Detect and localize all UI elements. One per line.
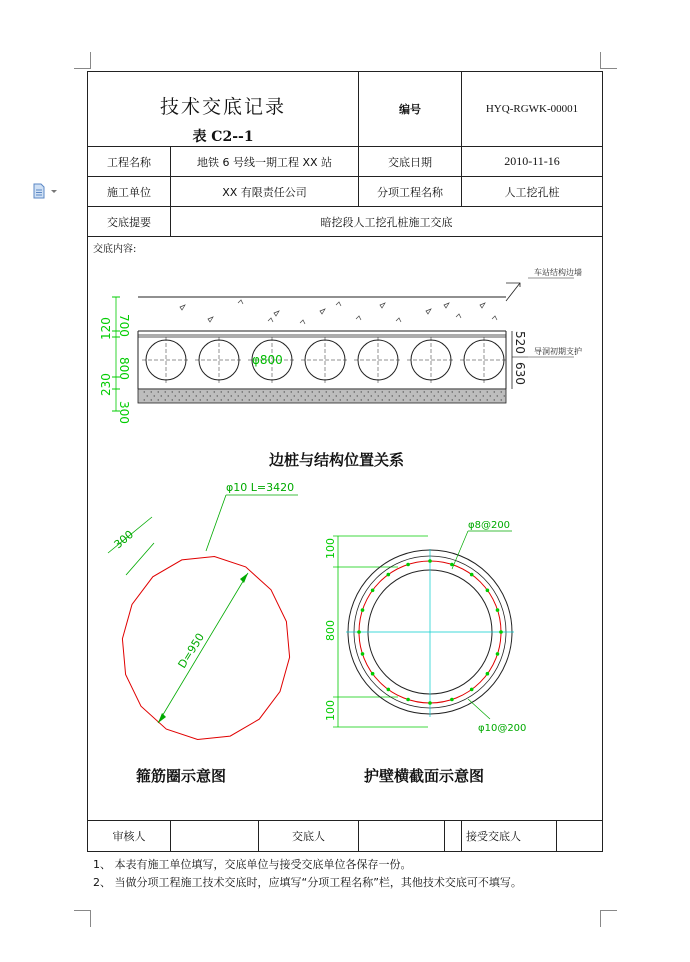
diagram1-caption: 边桩与结构位置关系 xyxy=(269,451,405,469)
left-dimensions xyxy=(99,297,131,424)
crop-mark-top-right xyxy=(600,52,617,69)
rebar-dot xyxy=(428,559,432,563)
dim-left-700: 700 xyxy=(117,314,131,337)
rebar-dot xyxy=(496,652,500,656)
summary-value[interactable]: 暗挖段人工挖孔桩施工交底 xyxy=(171,207,603,237)
label-initial-support: 导洞初期支护 xyxy=(534,347,582,356)
bottom-bar-label: φ10@200 xyxy=(478,723,527,734)
label-station-wall: 车站结构边墙 xyxy=(534,268,582,277)
retaining-wall-diagram xyxy=(318,520,578,751)
spacer-cell xyxy=(445,821,462,852)
rebar-dot xyxy=(486,672,490,676)
crop-mark-top-left xyxy=(74,52,91,69)
rebar-dot xyxy=(371,589,375,593)
rebar-dot xyxy=(486,589,490,593)
note-2: 2、 当做分项工程施工技术交底时，应填写“分项工程名称”栏，其他技术交底可不填写。 xyxy=(93,876,522,889)
dim-right-520: 520 xyxy=(513,331,527,354)
pile-circle xyxy=(354,337,402,385)
diagram2-caption: 箍筋圈示意图 xyxy=(136,767,227,785)
pile-circle xyxy=(301,337,349,385)
section-dimensions xyxy=(324,536,428,727)
sub-project-label: 分项工程名称 xyxy=(359,177,462,207)
dim-top-100: 100 xyxy=(324,538,337,559)
pile-circle xyxy=(407,337,455,385)
rebar-dot xyxy=(361,652,365,656)
discloser-value[interactable] xyxy=(359,821,445,852)
rebar-dot xyxy=(496,608,500,612)
receiver-label: 接受交底人 xyxy=(466,830,521,843)
reviewer-value[interactable] xyxy=(171,821,259,852)
soil-zone xyxy=(138,297,506,331)
rebar-dot xyxy=(450,698,454,702)
rebar-dot xyxy=(361,608,365,612)
pile-circle xyxy=(195,337,243,385)
right-dimensions xyxy=(506,267,582,389)
code-label: 编号 xyxy=(359,72,462,147)
code-value[interactable]: HYQ-RGWK-00001 xyxy=(462,72,603,147)
contractor-label: 施工单位 xyxy=(88,177,171,207)
content-cell[interactable] xyxy=(88,237,603,821)
crop-mark-bottom-right xyxy=(600,910,617,927)
sub-project-value[interactable]: 人工挖孔桩 xyxy=(462,177,603,207)
base-layer xyxy=(138,389,506,403)
title-cell xyxy=(88,72,359,147)
rebar-dot xyxy=(470,573,474,577)
pile-layout-diagram xyxy=(88,261,603,471)
summary-label: 交底提要 xyxy=(88,207,171,237)
diagram3-caption: 护壁横截面示意图 xyxy=(364,767,485,785)
ring-diameter-label: D=950 xyxy=(175,630,208,671)
rebar-dot xyxy=(357,630,361,634)
discloser-label: 交底人 xyxy=(259,821,359,852)
project-name-label: 工程名称 xyxy=(88,147,171,177)
page-title: 技术交底记录 xyxy=(159,96,286,118)
pile-circle xyxy=(460,337,508,385)
receiver-cell[interactable] xyxy=(462,821,603,852)
dim-left-120: 120 xyxy=(99,317,113,340)
reviewer-label: 审核人 xyxy=(88,821,171,852)
overlap-length-label: 300 xyxy=(111,527,137,552)
stirrup-ring-diagram xyxy=(88,481,328,753)
pile-circle xyxy=(142,337,190,385)
contractor-value[interactable]: XX 有限责任公司 xyxy=(171,177,359,207)
rebar-dot xyxy=(371,672,375,676)
rebar-dot xyxy=(499,630,503,634)
dim-left-300: 300 xyxy=(117,401,131,424)
pile-diameter-label: φ800 xyxy=(252,353,283,367)
content-label: 交底内容: xyxy=(93,244,137,255)
dim-left-800: 800 xyxy=(117,357,131,380)
rebar-dot xyxy=(387,688,391,692)
project-name-value[interactable]: 地铁 6 号线一期工程 XX 站 xyxy=(171,147,359,177)
note-1: 1、 本表有施工单位填写，交底单位与接受交底单位各保存一份。 xyxy=(93,858,412,871)
chevron-down-icon xyxy=(51,190,57,193)
rebar-dot xyxy=(428,701,432,705)
rebar-dot xyxy=(387,573,391,577)
disclosure-form xyxy=(87,71,603,852)
rebar-dot xyxy=(406,563,410,567)
dim-mid-800: 800 xyxy=(324,620,337,641)
pile-row xyxy=(138,331,508,389)
rebar-dot xyxy=(406,698,410,702)
rebar-dot xyxy=(470,688,474,692)
stirrup-ring xyxy=(122,557,289,740)
top-bar-label: φ8@200 xyxy=(468,520,511,531)
dim-right-630: 630 xyxy=(513,362,527,385)
dim-left-230: 230 xyxy=(99,373,113,396)
rebar-length-label: φ10 L=3420 xyxy=(226,481,295,494)
date-value[interactable]: 2010-11-16 xyxy=(462,147,603,177)
document-icon[interactable] xyxy=(32,183,60,199)
form-number: 表 C2--1 xyxy=(192,129,254,145)
notes xyxy=(93,856,522,892)
crop-mark-bottom-left xyxy=(74,910,91,927)
dim-bottom-100: 100 xyxy=(324,700,337,721)
date-label: 交底日期 xyxy=(359,147,462,177)
